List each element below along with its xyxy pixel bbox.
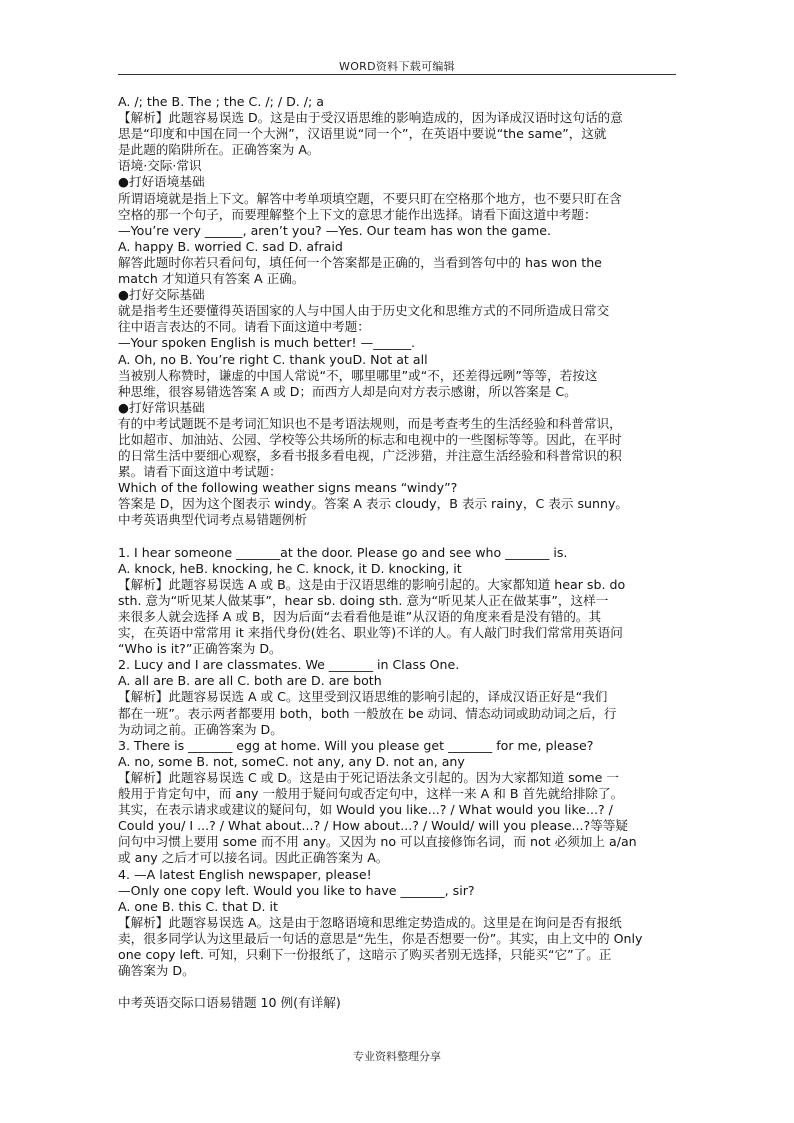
- text-line: match 才知道只有答案 A 正确。: [118, 271, 305, 287]
- text-line: 其实，在表示请求或建议的疑问句，如 Would you like...? / What would you like...? /: [118, 802, 613, 818]
- blank-line: [118, 979, 684, 995]
- text-line: 【解析】此题容易误选 D。这是由于受汉语思维的影响造成的，因为译成汉语时这句话的意: [118, 110, 623, 126]
- text-line: 空格的那一个句子，而要理解整个上下文的意思才能作出选择。请看下面这道中考题：: [118, 206, 597, 222]
- text-line: A. Oh, no B. You’re right C. thank youD. Not at all: [118, 351, 428, 367]
- text-line: 【解析】此题容易误选 A。这是由于忽略语境和思维定势造成的。这里是在询问是否有报纸: [118, 914, 622, 930]
- text-line: 种思维，很容易错选答案 A 或 D；而西方人却是向对方表示感谢，所以答案是 C。: [118, 383, 577, 399]
- text-line: 中考英语典型代词考点易错题例析: [118, 512, 307, 528]
- text-line: A. one B. this C. that D. it: [118, 898, 278, 914]
- page-header: WORD资料下载可编辑: [339, 60, 455, 73]
- text-line: 比如超市、加油站、公园、学校等公共场所的标志和电视中的一些图标等等。因此，在平时: [118, 431, 622, 447]
- text-line: A. knock, heB. knocking, he C. knock, it D. knocking, it: [118, 560, 462, 576]
- text-line: 【解析】此题容易误选 C 或 D。这是由于死记语法条文引起的。因为大家都知道 some 一: [118, 769, 619, 785]
- text-line: 有的中考试题既不是考词汇知识也不是考语法规则，而是考查考生的生活经验和科普常识，: [118, 415, 622, 431]
- text-line: 问句中习惯上要用 some 而不用 any。又因为 no 可以直接修饰名词，而 not 必须加上 a/an: [118, 834, 637, 850]
- text-line: 答案是 D，因为这个图表示 windy。答案 A 表示 cloudy，B 表示 rainy，C 表示 sunny。: [118, 496, 629, 512]
- text-line: 4. —A latest English newspaper, please!: [118, 866, 372, 882]
- text-line: ●打好交际基础: [118, 287, 205, 303]
- page-footer: 专业资料整理分享: [353, 1050, 441, 1063]
- text-line: 都在一班”。表示两者都要用 both，both 一般放在 be 动词、情态动词或助动词之后，行: [118, 705, 617, 721]
- text-line: A. happy B. worried C. sad D. afraid: [118, 238, 343, 254]
- header-divider: [118, 74, 676, 75]
- blank-line: [118, 529, 684, 545]
- text-line: 思是“印度和中国在同一个大洲”，汉语里说“同一个”，在英语中要说“the same”，这就: [118, 126, 607, 142]
- text-line: Could you/ I ...? / What about...? / How about...? / Would/ will you please...?等等疑: [118, 818, 628, 834]
- text-line: 中考英语交际口语易错题 10 例(有详解): [118, 995, 341, 1011]
- text-line: one copy left. 可知，只剩下一份报纸了，这暗示了购买者别无选择，只能买“它”了。正: [118, 946, 612, 962]
- text-line: A. /; the B. The ; the C. /; / D. /; a: [118, 94, 324, 109]
- text-line: 的日常生活中要细心观察，多看书报多看电视，广泛涉猎，并注意生活经验和科普常识的积: [118, 448, 622, 464]
- text-line: 往中语言表达的不同。请看下面这道中考题：: [118, 319, 370, 335]
- text-line: 确答案为 D。: [118, 963, 195, 979]
- text-line: 当被别人称赞时，谦虚的中国人常说“不，哪里哪里”或“不，还差得远咧”等等，若按这: [118, 367, 598, 383]
- text-line: ●打好语境基础: [118, 174, 205, 190]
- text-line: ●打好常识基础: [118, 399, 205, 415]
- text-line: 般用于肯定句中，而 any 一般用于疑问句或否定句中，这样一来 A 和 B 首先就给排除了。: [118, 786, 624, 802]
- text-line: 卖，很多同学认为这里最后一句话的意思是“先生，你是否想要一份”。其实，由上文中的 Only: [118, 930, 643, 946]
- text-line: sth. 意为“听见某人做某事”，hear sb. doing sth. 意为“听见某人正在做某事”，这样一: [118, 592, 609, 608]
- text-line: 2. Lucy and I are classmates. We _______ in Class One.: [118, 657, 460, 673]
- text-line: —Your spoken English is much better! —______.: [118, 335, 415, 351]
- text-line: —You’re very ______, aren’t you? —Yes. Our team has won the game.: [118, 222, 552, 238]
- text-line: 3. There is _______ egg at home. Will you please get _______ for me, please?: [118, 737, 594, 753]
- text-line: 【解析】此题容易误选 A 或 B。这是由于汉语思维的影响引起的。大家都知道 hear sb. do: [118, 576, 626, 592]
- text-line: 或 any 之后才可以接名词。因此正确答案为 A。: [118, 850, 389, 866]
- text-line: A. no, some B. not, someC. not any, any D. not an, any: [118, 753, 465, 769]
- text-line: 来很多人就会选择 A 或 B，因为后面“去看看他是谁”从汉语的角度来看是没有错的。其: [118, 609, 602, 624]
- text-line: 语境·交际·常识: [118, 158, 202, 174]
- text-line: 实，在英语中常常用 it 来指代身份(姓名、职业等)不详的人。有人敲门时我们常常用英语问: [118, 625, 623, 641]
- text-line: 【解析】此题容易误选 A 或 C。这里受到汉语思维的影响引起的，译成汉语正好是“我们: [118, 689, 608, 705]
- text-line: Which of the following weather signs means “windy”?: [118, 480, 458, 496]
- document-body: [118, 94, 684, 1011]
- text-line: 就是指考生还要懂得英语国家的人与中国人由于历史文化和思维方式的不同所造成日常交: [118, 303, 610, 319]
- text-line: 为动词之前。正确答案为 D。: [118, 721, 283, 737]
- text-line: 是此题的陷阱所在。正确答案为 A。: [118, 142, 320, 158]
- text-line: 所谓语境就是指上下文。解答中考单项填空题，不要只盯在空格那个地方，也不要只盯在含: [118, 190, 622, 206]
- text-line: 累。请看下面这道中考试题：: [118, 464, 282, 480]
- text-line: “Who is it?”正确答案为 D。: [118, 641, 282, 657]
- text-line: —Only one copy left. Would you like to have _______, sir?: [118, 882, 475, 898]
- text-line: 解答此题时你若只看问句，填任何一个答案都是正确的，当看到答句中的 has won the: [118, 254, 602, 270]
- text-line: A. all are B. are all C. both are D. are both: [118, 673, 382, 689]
- text-line: 1. I hear someone _______at the door. Please go and see who _______ is.: [118, 544, 568, 560]
